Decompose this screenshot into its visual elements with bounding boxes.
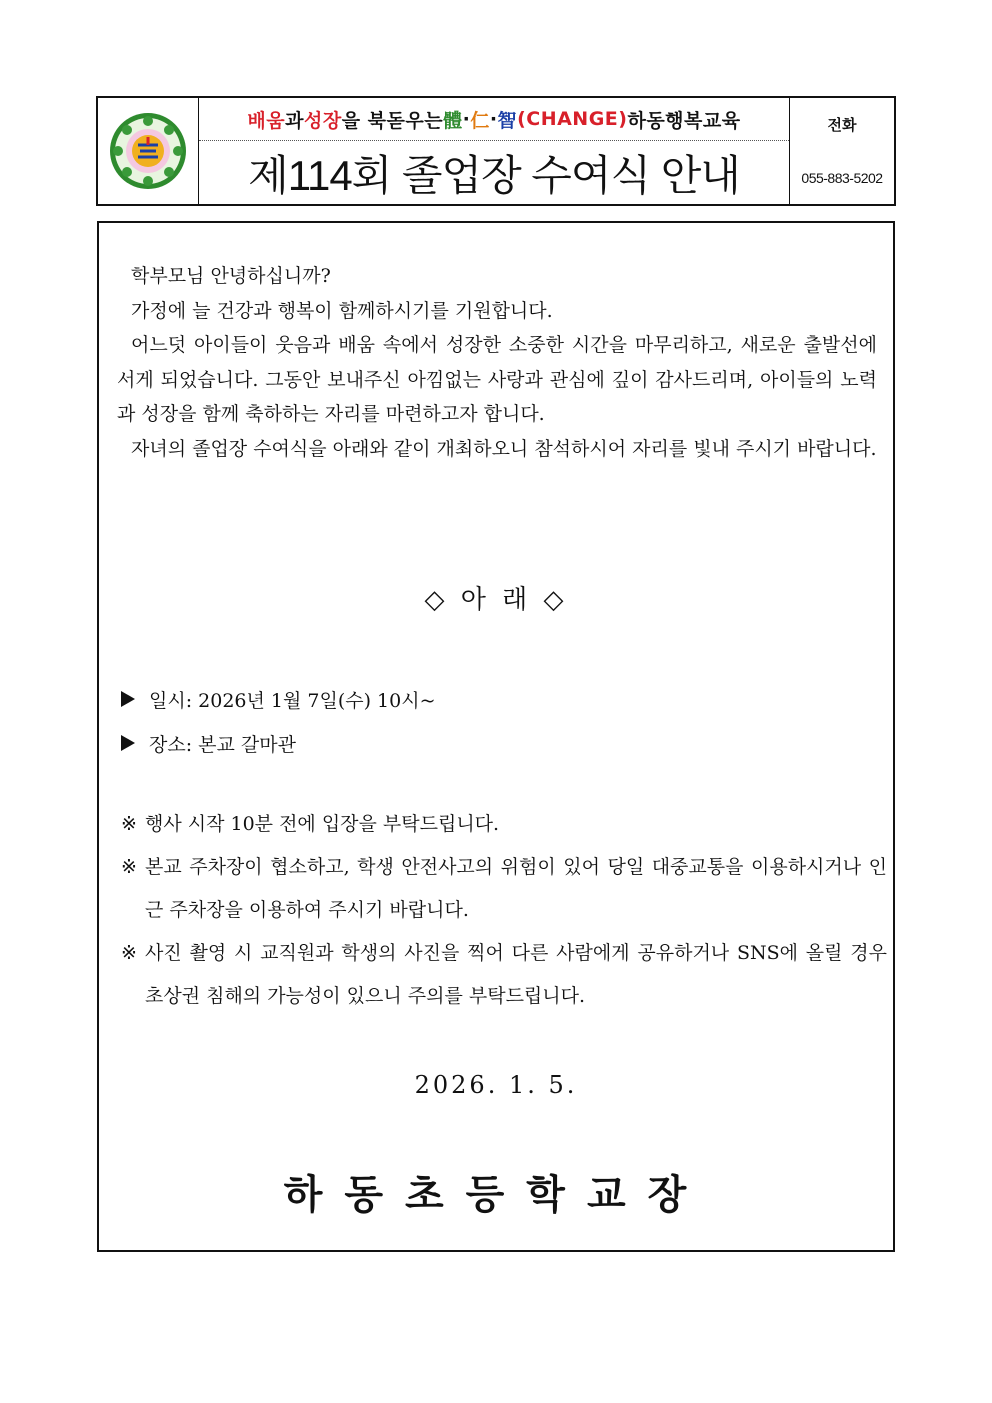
note-text: 사진 촬영 시 교직원과 학생의 사진을 찍어 다른 사람에게 공유하거나 SNS에 올릴 경우 초상권 침해의 가능성이 있으니 주의를 부탁드립니다. (145, 942, 887, 1007)
bullet-triangle-icon (121, 735, 135, 751)
title-cell (199, 98, 789, 204)
detail-item (121, 677, 881, 721)
bullet-triangle-icon (121, 691, 135, 707)
reference-mark-icon: ※ (121, 856, 137, 878)
note-text: 본교 주차장이 협소하고, 학생 안전사고의 위험이 있어 당일 대중교통을 이용하시거나 인근 주차장을 이용하여 주시기 바랍니다. (145, 856, 887, 921)
logo-cell (98, 98, 199, 204)
note-item (121, 932, 887, 1018)
slogan-part: · (489, 108, 498, 130)
letter-paragraph: 자녀의 졸업장 수여식을 아래와 같이 개최하오니 참석하시어 자리를 빛내 주시기 바랍니다. (131, 437, 877, 460)
detail-text: 일시: 2026년 1월 7일(수) 10시~ (149, 689, 436, 712)
slogan-part: 體 (443, 109, 463, 132)
letter-paragraph: 가정에 늘 건강과 행복이 함께하시기를 기원합니다. (131, 299, 553, 322)
phone-label: 전화 (827, 116, 857, 134)
slogan-part: 성장 (303, 109, 342, 132)
header-table (96, 96, 896, 206)
signature: 하동초등학교장 (283, 1172, 709, 1218)
letter (117, 259, 877, 466)
notice-heading: ◇ 아 래 ◇ (424, 585, 568, 615)
slogan-part: 智 (497, 109, 518, 132)
page-title: 제114회 졸업장 수여식 안내 (248, 151, 740, 199)
detail-text: 장소: 본교 갈마관 (149, 733, 296, 756)
letter-paragraph: 어느덧 아이들이 웃음과 배움 속에서 성장한 소중한 시간을 마무리하고, 새로운 출발선에 서게 되었습니다. 그동안 보내주신 아낌없는 사랑과 관심에 깊이 감사드리며, 아이들의 노력과 성장을 함께 축하하는 자리를 마련하고자 합니다. (117, 334, 877, 425)
slogan (199, 98, 789, 141)
slogan-part: 仁 (470, 109, 490, 132)
notes (121, 803, 887, 1018)
school-emblem-icon (108, 111, 188, 191)
event-details (121, 677, 881, 765)
document-body (97, 221, 895, 1252)
reference-mark-icon: ※ (121, 813, 137, 835)
slogan-part: (CHANGE) (517, 108, 628, 130)
note-text: 행사 시작 10분 전에 입장을 부탁드립니다. (145, 813, 500, 835)
reference-mark-icon: ※ (121, 942, 137, 964)
note-item (121, 803, 887, 846)
phone-cell (789, 98, 894, 204)
slogan-part: 배움 (247, 109, 286, 132)
phone-number: 055-883-5202 (801, 169, 883, 186)
detail-item (121, 721, 881, 765)
slogan-part: · (462, 108, 471, 130)
slogan-part: 과 (285, 109, 304, 132)
slogan-part: 하동행복교육 (627, 109, 741, 132)
note-item (121, 846, 887, 932)
letter-paragraph: 학부모님 안녕하십니까? (131, 265, 331, 287)
slogan-part: 을 북돋우는 (341, 109, 444, 132)
document-date: 2026. 1. 5. (414, 1071, 578, 1099)
